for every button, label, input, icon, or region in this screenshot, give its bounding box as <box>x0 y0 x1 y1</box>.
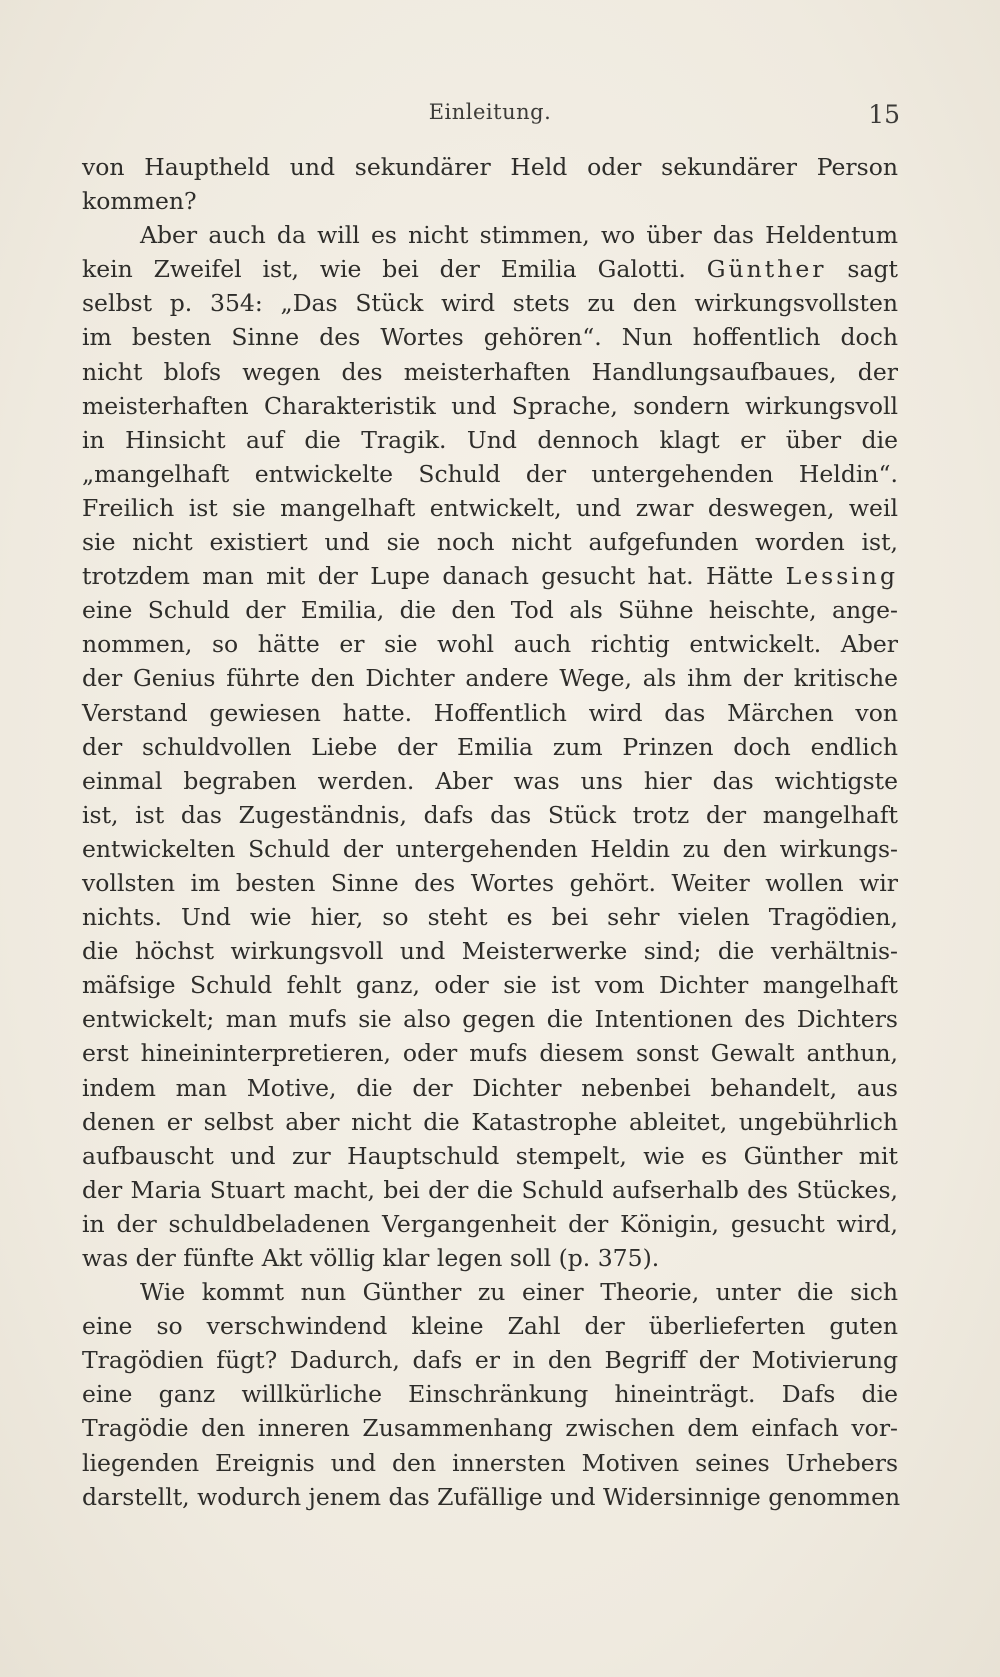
running-head: Einleitung. <box>428 100 552 124</box>
text-line: was der fünfte Akt völlig klar legen soll (p. 375). <box>82 1244 660 1272</box>
text-line: entwickelt; man mufs sie also gegen die Intentionen des Dichters <box>82 1005 898 1034</box>
text-line: indem man Motive, die der Dichter nebenbei behandelt, aus <box>82 1073 898 1102</box>
text-line: Tragödien fügt? Dadurch, dafs er in den Begriff der Motivierung <box>82 1346 898 1375</box>
author-name-spaced: Lessing <box>785 562 898 591</box>
page-number: 15 <box>868 100 900 129</box>
text-line: meisterhaften Charakteristik und Sprache, sondern wirkungsvoll <box>82 391 898 420</box>
text-line: aufbauscht und zur Hauptschuld stempelt, wie es Günther mit <box>82 1141 898 1170</box>
text-line <box>82 252 898 286</box>
text-line: in Hinsicht auf die Tragik. Und dennoch klagt er über die <box>82 425 898 454</box>
text-line: entwickelten Schuld der untergehenden Heldin zu den wirkungs- <box>82 834 898 863</box>
text-line: eine ganz willkürliche Einschränkung hineinträgt. Dafs die <box>82 1380 898 1409</box>
text-line: die höchst wirkungsvoll und Meisterwerke sind; die verhältnis- <box>82 937 898 966</box>
text-line: Tragödie den inneren Zusammenhang zwischen dem einfach vor- <box>82 1414 898 1443</box>
text-fragment: sagt <box>847 255 898 284</box>
page-header <box>80 100 900 136</box>
text-fragment: kein Zweifel ist, wie bei der Emilia Galotti. <box>82 255 686 284</box>
text-line: der Maria Stuart macht, bei der die Schuld aufserhalb des Stückes, <box>82 1175 898 1204</box>
text-line: sie nicht existiert und sie noch nicht aufgefunden worden ist, <box>82 528 898 557</box>
text-line: erst hineininterpretieren, oder mufs diesem sonst Gewalt anthun, <box>82 1039 898 1068</box>
author-name-spaced: Günther <box>706 255 827 284</box>
text-line: vollsten im besten Sinne des Wortes gehört. Weiter wollen wir <box>82 868 898 897</box>
body-text <box>82 150 901 1514</box>
text-line: Wie kommt nun Günther zu einer Theorie, unter die sich <box>140 1278 898 1307</box>
text-line <box>82 559 898 593</box>
text-line: einmal begraben werden. Aber was uns hier das wichtigste <box>82 766 898 795</box>
text-line: liegenden Ereignis und den innersten Motiven seines Urhebers <box>82 1448 898 1477</box>
text-line: Verstand gewiesen hatte. Hoffentlich wird das Märchen von <box>82 698 898 727</box>
text-line: der Genius führte den Dichter andere Wege, als ihm der kritische <box>82 664 898 693</box>
text-line: mäfsige Schuld fehlt ganz, oder sie ist vom Dichter mangelhaft <box>82 971 898 1000</box>
text-line: selbst p. 354: „Das Stück wird stets zu den wirkungsvollsten <box>82 289 898 318</box>
text-line: von Hauptheld und sekundärer Held oder sekundärer Person <box>82 153 898 181</box>
text-line: in der schuldbeladenen Vergangenheit der Königin, gesucht wird, <box>82 1209 898 1238</box>
text-line: kommen? <box>82 187 197 216</box>
text-line: denen er selbst aber nicht die Katastrophe ableitet, ungebührlich <box>82 1107 898 1136</box>
text-line: ist, ist das Zugeständnis, dafs das Stück trotz der mangelhaft <box>82 800 898 829</box>
text-line: nichts. Und wie hier, so steht es bei sehr vielen Tragödien, <box>82 903 898 932</box>
text-line: „mangelhaft entwickelte Schuld der untergehenden Heldin“. <box>82 459 898 488</box>
text-line: Aber auch da will es nicht stimmen, wo über das Heldentum <box>140 221 898 250</box>
text-line: eine Schuld der Emilia, die den Tod als Sühne heischte, ange- <box>82 596 898 625</box>
text-line: der schuldvollen Liebe der Emilia zum Prinzen doch endlich <box>82 732 898 761</box>
text-line: eine so verschwindend kleine Zahl der überlieferten guten <box>82 1312 898 1341</box>
text-fragment: trotzdem man mit der Lupe danach gesucht hat. Hätte <box>82 562 774 591</box>
text-line: im besten Sinne des Wortes gehören“. Nun hoffentlich doch <box>82 323 898 352</box>
text-line: Freilich ist sie mangelhaft entwickelt, und zwar deswegen, weil <box>82 493 898 522</box>
text-line: nicht blofs wegen des meisterhaften Handlungsaufbaues, der <box>82 357 898 386</box>
text-line: nommen, so hätte er sie wohl auch richtig entwickelt. Aber <box>82 630 898 659</box>
text-line: darstellt, wodurch jenem das Zufällige und Widersinnige genommen <box>82 1482 901 1511</box>
